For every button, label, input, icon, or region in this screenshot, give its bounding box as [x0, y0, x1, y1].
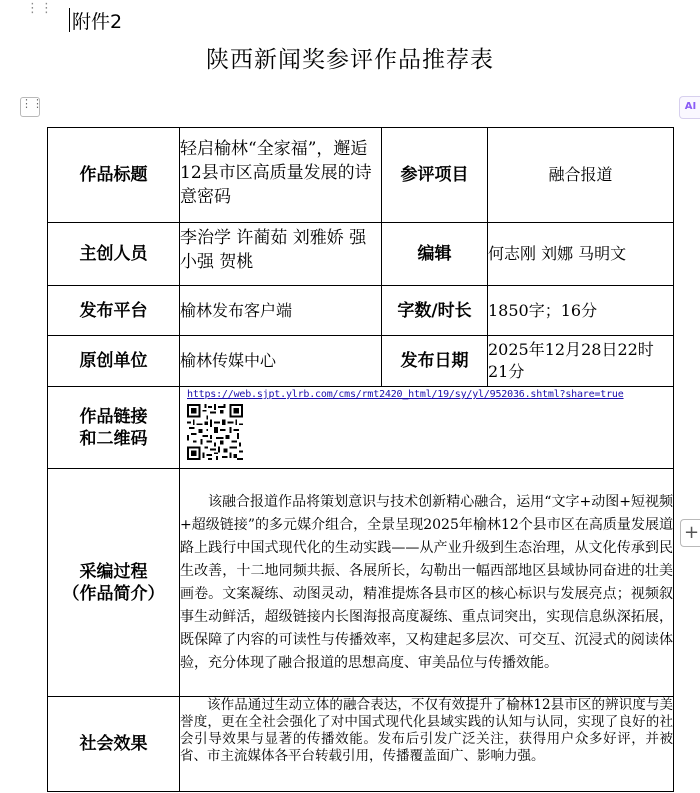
process-text: 该融合报道作品将策划意识与技术创新精心融合，运用“文字+动图+短视频+超级链接”的多元媒介组合，全景呈现2025年榆林12个县市区在高质量发展道路上践行中国式现代化的生动实践——从产业升级到生态治理，从文化传承到民生改善，十二地同频共振、各展所长，勾勒出一幅西部地区县域协同奋进的壮美画卷。文案凝练、动图灵动，精准提炼各县市区的核心标识与发展亮点；视频叙事生动鲜活，超级链接内长图海报高度凝练、重点词突出，实现信息纵深拓展，既保障了内容的可读性与传播效率，又构建起多层次、可交互、沉浸式的阅读体验，充分体现了融合报道的思想高度、审美品位与传播效能。: [180, 493, 673, 671]
table-row: [48, 697, 674, 792]
drag-handle-icon[interactable]: ⋮⋮: [26, 1, 54, 16]
category-label: 参评项目: [382, 128, 488, 223]
social-cell[interactable]: [180, 697, 674, 792]
link-label-line1: 作品链接: [79, 406, 148, 427]
length-label: 字数/时长: [382, 286, 488, 336]
length-value[interactable]: 1850字；16分: [488, 286, 674, 336]
date-value[interactable]: 2025年12月28日22时21分: [488, 336, 674, 387]
process-cell[interactable]: [180, 469, 674, 697]
work-link[interactable]: https://web.sjpt.ylrb.com/cms/rmt2420_html/19/sy/yl/952036.shtml?share=true: [187, 389, 624, 400]
link-label-line2: 和二维码: [79, 428, 148, 449]
creators-label: 主创人员: [48, 223, 180, 286]
platform-label: 发布平台: [48, 286, 180, 336]
platform-value[interactable]: 榆林发布客户端: [180, 286, 382, 336]
attachment-label: 附件2: [72, 11, 123, 33]
table-row: [48, 469, 674, 697]
table-row: [48, 223, 674, 286]
unit-label: 原创单位: [48, 336, 180, 387]
social-text: 该作品通过生动立体的融合表达，不仅有效提升了榆林12县市区的辨识度与美誉度，更在全社会强化了对中国式现代化县域实践的认知与认同，实现了良好的社会引导效果与显著的传播效能。发布后引发广泛关注，获得用户众多好评，并被省、市主流媒体各平台转载引用，传播覆盖面广、影响力强。: [180, 697, 673, 764]
text-cursor: [69, 8, 70, 32]
category-value[interactable]: 融合报道: [488, 128, 674, 223]
editors-label: 编辑: [382, 223, 488, 286]
work-title-label: 作品标题: [48, 128, 180, 223]
document-title: 陕西新闻奖参评作品推荐表: [206, 47, 494, 73]
social-label: 社会效果: [48, 697, 180, 792]
recommendation-form-table: [47, 127, 674, 792]
table-row: [48, 128, 674, 223]
link-cell: [180, 387, 674, 469]
work-title-value[interactable]: 轻启榆林“全家福”，邂逅12县市区高质量发展的诗意密码: [180, 128, 382, 223]
unit-value[interactable]: 榆林传媒中心: [180, 336, 382, 387]
table-handle-icon[interactable]: ⋮⋮: [20, 97, 40, 117]
table-row: [48, 286, 674, 336]
qr-code-icon: [187, 404, 243, 460]
editors-value[interactable]: 何志刚 刘娜 马明文: [488, 223, 674, 286]
process-label: [48, 469, 180, 697]
process-label-line2: （作品简介）: [62, 583, 165, 604]
creators-value[interactable]: 李治学 许蔺茹 刘雅娇 强小强 贺桃: [180, 223, 382, 286]
table-row: [48, 387, 674, 469]
ai-assistant-button[interactable]: AI: [679, 96, 700, 119]
date-label: 发布日期: [382, 336, 488, 387]
process-label-line1: 采编过程: [79, 561, 148, 582]
link-label: [48, 387, 180, 469]
table-row: [48, 336, 674, 387]
add-block-button[interactable]: +: [680, 519, 700, 547]
